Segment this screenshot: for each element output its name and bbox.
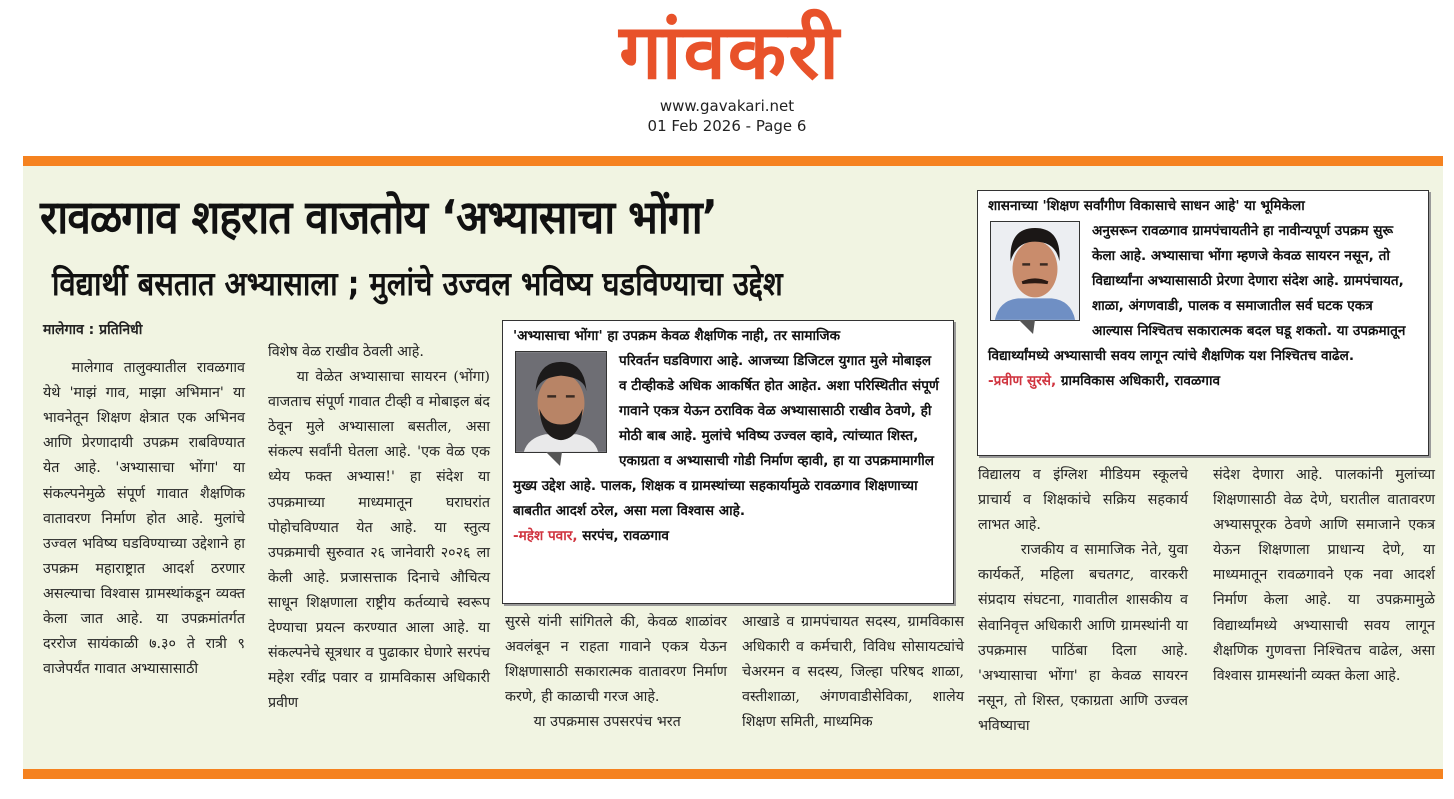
signature-role: सरपंच, रावळगाव bbox=[577, 528, 669, 544]
quote-lead: शासनाच्या 'शिक्षण सर्वांगीण विकासाचे साधन आहे' या भूमिकेला bbox=[988, 198, 1305, 214]
newspaper-logo: गांवकरी bbox=[619, 7, 841, 96]
column-text: विद्यालय व इंग्लिश मीडियम स्कूलचे प्राचार्य व शिक्षकांचे सक्रिय सहकार्य लाभत आहे. bbox=[978, 467, 1188, 534]
article-subheadline: विद्यार्थी बसतात अभ्यासाला ; मुलांचे उज्वल भविष्य घडविण्याचा उद्देश bbox=[52, 264, 783, 303]
quote-lead: 'अभ्यासाचा भोंगा' हा उपक्रम केवळ शैक्षणिक नाही, तर सामाजिक bbox=[513, 328, 841, 344]
column-text: या वेळेत अभ्यासाचा सायरन (भोंगा) वाजताच संपूर्ण गावात टीव्ही व मोबाइल बंद ठेवून मुले अभ्यासाला बसतील, असा संकल्प सर्वांनी घेतला आहे. 'एक वेळ एक ध्येय फक्त अभ्यास!' हा संदेश या उपक्रमाच्या माध्यमातून घराघरांत पोहोचविण्यात येत आहे. या स्तुत्य उपक्रमाची सुरुवात २६ जानेवारी २०२६ ला केली आहे. प्रजासत्ताक दिनाचे औचित्य साधून शिक्षणाला राष्ट्रीय कर्तव्याचे स्वरूप देण्याचा प्रयत्न करण्यात आला आहे. या संकल्पनेचे सूत्रधार व पुढाकार घेणारे सरपंच महेश रवींद्र पवार व ग्रामविकास अधिकारी प्रवीण bbox=[268, 369, 490, 712]
column-text: मालेगाव तालुक्यातील रावळगाव येथे 'माझं गाव, माझा अभिमान' या भावनेतून शिक्षण क्षेत्रात एक अभिनव आणि प्रेरणादायी उपक्रम राबविण्यात येत आहे. 'अभ्यासाचा भोंगा' या संकल्पनेमुळे संपूर्ण गावात शैक्षणिक वातावरण निर्माण होत आहे. मुलांचे उज्वल भविष्य घडविण्याच्या उद्देशाने हा उपक्रम महाराष्ट्रात आदर्श ठरणार असल्याचा विश्वास ग्रामस्थांकडून व्यक्त केला जात आहे. या उपक्रमांतर्गत दररोज सायंकाळी ७.३० ते रात्री ९ वाजेपर्यंत गावात अभ्यासासाठी bbox=[43, 360, 245, 678]
edition-date-page: 01 Feb 2026 - Page 6 bbox=[647, 117, 807, 135]
quote-body: अनुसरून रावळगाव ग्रामपंचायतीने हा नावीन्यपूर्ण उपक्रम सुरू केला आहे. अभ्यासाचा भोंगा म्हणजे केवळ सायरन नसून, तो विद्यार्थ्यांना अभ्यासासाठी प्रेरणा देणारा संदेश आहे. ग्रामपंचायत, शाळा, अंगणवाडी, पालक व समाजातील सर्व घटक एकत्र आल्यास निश्चितच सकारात्मक बदल घडू शकतो. या उपक्रमातून विद्यार्थ्यांमध्ये अभ्यासाची सवय लागून त्यांचे शैक्षणिक यश निश्चितच वाढेल. bbox=[988, 223, 1406, 364]
article-column-3 bbox=[505, 610, 727, 735]
sarpanch-photo bbox=[515, 351, 607, 453]
dateline: मालेगाव : प्रतिनिधी bbox=[43, 322, 143, 338]
article-column-2 bbox=[268, 340, 490, 716]
quote-signature bbox=[513, 524, 943, 549]
signature-role: ग्रामविकास अधिकारी, रावळगाव bbox=[1056, 373, 1221, 389]
portrait-icon bbox=[991, 222, 1079, 320]
signature-name: -महेश पवार, bbox=[513, 528, 578, 544]
top-accent-bar bbox=[23, 156, 1443, 166]
article-column-5 bbox=[978, 463, 1188, 739]
article-column-4 bbox=[742, 610, 964, 735]
masthead bbox=[0, 0, 1454, 150]
quote-signature bbox=[988, 369, 1418, 394]
bottom-accent-bar bbox=[23, 769, 1443, 779]
quote-box-officer bbox=[977, 190, 1429, 456]
column-text: सुरसे यांनी सांगितले की, केवळ शाळांवर अवलंबून न राहता गावाने एकत्र येऊन शिक्षणासाठी सकारात्मक वातावरण निर्माण करणे, ही काळाची गरज आहे. bbox=[505, 614, 727, 706]
portrait-icon bbox=[516, 352, 606, 452]
article-headline: रावळगाव शहरात वाजतोय ‘अभ्यासाचा भोंगा’ bbox=[40, 190, 717, 244]
column-text: या उपक्रमास उपसरपंच भरत bbox=[533, 714, 681, 731]
column-text: संदेश देणारा आहे. पालकांनी मुलांच्या शिक्षणासाठी वेळ देणे, घरातील वातावरण अभ्यासपूरक ठेवणे आणि समाजाने एकत्र येऊन शिक्षणाला प्राधान्य देणे, या माध्यमातून रावळगावने एक नवा आदर्श निर्माण केला आहे. या उपक्रमामुळे विद्यार्थ्यांमध्ये अभ्यासाची सवय लागून शैक्षणिक गुणवत्ता निश्चितच वाढेल, असा विश्वास ग्रामस्थांनी व्यक्त केला आहे. bbox=[1213, 467, 1435, 684]
quote-box-sarpanch bbox=[502, 320, 954, 604]
quote-body: परिवर्तन घडविणारा आहे. आजच्या डिजिटल युगात मुले मोबाइल व टीव्हीकडे अधिक आकर्षित होत आहेत. अशा परिस्थितीत संपूर्ण गावाने एकत्र येऊन ठराविक वेळ अभ्यासासाठी राखीव ठेवणे, ही मोठी बाब आहे. मुलांचे भविष्य उज्वल व्हावे, त्यांच्यात शिस्त, एकाग्रता व अभ्यासाची गोडी निर्माण व्हावी, हा या उपक्रमामागील मुख्य उद्देश आहे. पालक, शिक्षक व ग्रामस्थांच्या सहकार्यामुळे रावळगाव शिक्षणाच्या बाबतीत आदर्श ठरेल, असा मला विश्वास आहे. bbox=[513, 353, 939, 519]
officer-photo bbox=[990, 221, 1080, 321]
signature-name: -प्रवीण सुरसे, bbox=[988, 373, 1057, 389]
site-url[interactable]: www.gavakari.net bbox=[659, 97, 795, 115]
column-text: राजकीय व सामाजिक नेते, युवा कार्यकर्ते, महिला बचतगट, वारकरी संप्रदाय संघटना, गावातील शासकीय व सेवानिवृत्त अधिकारी आणि ग्रामस्थांनी या उपक्रमास पाठिंबा दिला आहे. 'अभ्यासाचा भोंगा' हा केवळ सायरन नसून, तो शिस्त, एकाग्रता आणि उज्वल भविष्याचा bbox=[978, 542, 1188, 734]
column-text: विशेष वेळ राखीव ठेवली आहे. bbox=[268, 344, 424, 360]
article-column-6 bbox=[1213, 463, 1435, 689]
article-column-1 bbox=[43, 318, 245, 682]
column-text: आखाडे व ग्रामपंचायत सदस्य, ग्रामविकास अधिकारी व कर्मचारी, विविध सोसायट्यांचे चेअरमन व सदस्य, जिल्हा परिषद शाळा, वस्तीशाळा, अंगणवाडीसेविका, शालेय शिक्षण समिती, माध्यमिक bbox=[742, 614, 964, 731]
